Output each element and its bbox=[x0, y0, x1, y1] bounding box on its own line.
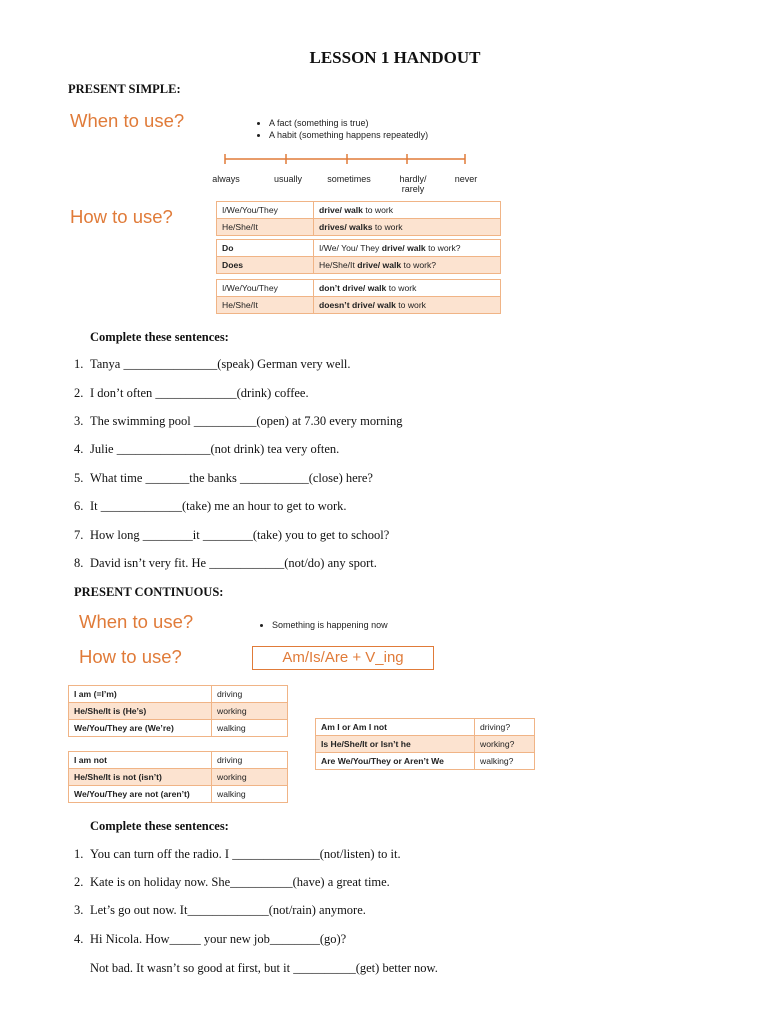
pc-exercise-heading: Complete these sentences: bbox=[90, 819, 229, 833]
timeline-usually: usually bbox=[273, 174, 302, 184]
timeline-never: never bbox=[454, 174, 478, 184]
ps-exercise-heading: Complete these sentences: bbox=[90, 330, 229, 344]
table-row bbox=[69, 786, 288, 803]
verb-cell: drive/ walk to work bbox=[314, 202, 501, 219]
ps-negative-table bbox=[216, 279, 501, 314]
verb-cell: driving bbox=[212, 686, 288, 703]
table-row bbox=[316, 753, 535, 770]
question-cell: Am I or Am I not bbox=[316, 719, 475, 736]
verb-cell: driving bbox=[212, 752, 288, 769]
table-row bbox=[69, 752, 288, 769]
subject-cell: I am (=I’m) bbox=[69, 686, 212, 703]
subject-cell: I am not bbox=[69, 752, 212, 769]
formula-box: Am/Is/Are + V_ing bbox=[252, 646, 434, 670]
pc-question-table bbox=[315, 718, 535, 770]
ps-how-label: How to use? bbox=[70, 206, 173, 227]
frequency-timeline bbox=[220, 152, 470, 168]
verb-cell: walking? bbox=[475, 753, 535, 770]
ps-affirmative-table bbox=[216, 201, 501, 236]
question-cell: Is He/She/It or Isn’t he bbox=[316, 736, 475, 753]
question-cell: He/She/It drive/ walk to work? bbox=[314, 257, 501, 274]
pc-bullet: • Something is happening now bbox=[272, 620, 388, 630]
timeline-hardly-rarely: hardly/ rarely bbox=[399, 174, 427, 194]
timeline-always: always bbox=[212, 174, 240, 184]
verb-cell: walking bbox=[212, 720, 288, 737]
question-cell: I/We/ You/ They drive/ walk to work? bbox=[314, 240, 501, 257]
question-cell: Are We/You/They or Aren’t We bbox=[316, 753, 475, 770]
pc-negative-table bbox=[68, 751, 288, 803]
pc-affirmative-table bbox=[68, 685, 288, 737]
table-row bbox=[217, 257, 501, 274]
table-row bbox=[217, 297, 501, 314]
table-row bbox=[217, 202, 501, 219]
subject-cell: We/You/They are not (aren’t) bbox=[69, 786, 212, 803]
verb-cell: walking bbox=[212, 786, 288, 803]
subject-cell: I/We/You/They bbox=[217, 202, 314, 219]
table-row bbox=[69, 686, 288, 703]
subject-cell: We/You/They are (We’re) bbox=[69, 720, 212, 737]
subject-cell: He/She/It bbox=[217, 219, 314, 236]
verb-cell: don’t drive/ walk to work bbox=[314, 280, 501, 297]
table-row bbox=[217, 280, 501, 297]
table-row bbox=[217, 240, 501, 257]
ps-bullet-2: • A habit (something happens repeatedly) bbox=[269, 130, 428, 140]
subject-cell: He/She/It is (He’s) bbox=[69, 703, 212, 720]
verb-cell: drives/ walks to work bbox=[314, 219, 501, 236]
pc-when-label: When to use? bbox=[79, 611, 194, 632]
subject-cell: He/She/It is not (isn’t) bbox=[69, 769, 212, 786]
present-simple-heading: PRESENT SIMPLE: bbox=[68, 82, 181, 96]
table-row bbox=[69, 720, 288, 737]
ps-when-label: When to use? bbox=[70, 110, 185, 131]
aux-cell: Do bbox=[217, 240, 314, 257]
timeline-sometimes: sometimes bbox=[327, 174, 371, 184]
subject-cell: I/We/You/They bbox=[217, 280, 314, 297]
verb-cell: driving? bbox=[475, 719, 535, 736]
aux-cell: Does bbox=[217, 257, 314, 274]
present-continuous-heading: PRESENT CONTINUOUS: bbox=[74, 585, 224, 599]
verb-cell: working bbox=[212, 703, 288, 720]
table-row bbox=[217, 219, 501, 236]
table-row bbox=[316, 736, 535, 753]
ps-bullet-1: • A fact (something is true) bbox=[269, 118, 428, 128]
verb-cell: working bbox=[212, 769, 288, 786]
ps-question-table bbox=[216, 239, 501, 274]
pc-how-label: How to use? bbox=[79, 646, 182, 667]
verb-cell: working? bbox=[475, 736, 535, 753]
verb-cell: doesn’t drive/ walk to work bbox=[314, 297, 501, 314]
pc-bullets bbox=[258, 620, 388, 632]
page-title: LESSON 1 HANDOUT bbox=[309, 48, 481, 67]
ps-bullets bbox=[255, 118, 428, 142]
table-row bbox=[316, 719, 535, 736]
table-row bbox=[69, 769, 288, 786]
table-row bbox=[69, 703, 288, 720]
subject-cell: He/She/It bbox=[217, 297, 314, 314]
